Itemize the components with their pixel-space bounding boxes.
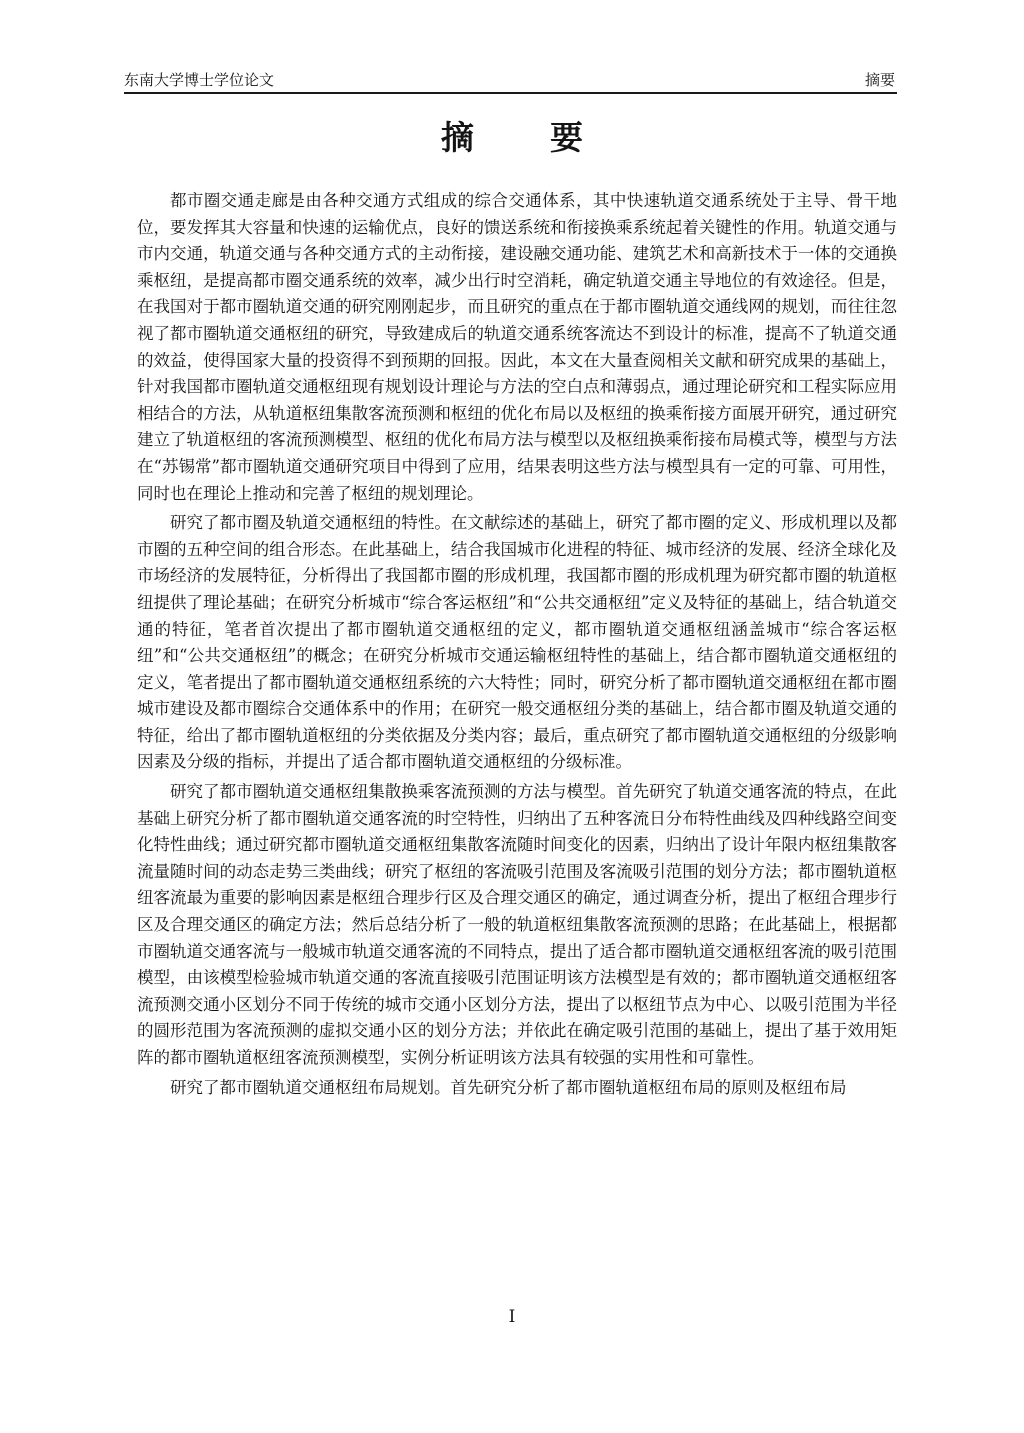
paragraph-1: 都市圈交通走廊是由各种交通方式组成的综合交通体系，其中快速轨道交通系统处于主导、骨干地位，要发挥其大容量和快速的运输优点，良好的馈送系统和衔接换乘系统起着关键性的作用。轨道交通与市内交通，轨道交通与各种交通方式的主动衔接，建设融交通功能、建筑艺术和高新技术于一体的交通换乘枢纽，是提高都市圈交通系统的效率，减少出行时空消耗，确定轨道交通主导地位的有效途径。但是，在我国对于都市圈轨道交通的研究刚刚起步，而且研究的重点在于都市圈轨道交通线网的规划，而往往忽视了都市圈轨道交通枢纽的研究，导致建成后的轨道交通系统客流达不到设计的标准，提高不了轨道交通的效益，使得国家大量的投资得不到预期的回报。因此，本文在大量查阅相关文献和研究成果的基础上，针对我国都市圈轨道交通枢纽现有规划设计理论与方法的空白点和薄弱点，通过理论研究和工程实际应用相结合的方法，从轨道枢纽集散客流预测和枢纽的优化布局以及枢纽的换乘衔接方面展开研究，通过研究建立了轨道枢纽的客流预测模型、枢纽的优化布局方法与模型以及枢纽换乘衔接布局模式等，模型与方法在“苏锡常”都市圈轨道交通研究项目中得到了应用，结果表明这些方法与模型具有一定的可靠、可用性，同时也在理论上推动和完善了枢纽的规划理论。 — [137, 191, 897, 503]
header-section-name: 摘要 — [864, 71, 895, 89]
page-number: I — [508, 1307, 516, 1327]
page-title: 摘要 — [441, 118, 659, 157]
header-thesis-title: 东南大学博士学位论文 — [124, 71, 275, 89]
paragraph-4: 研究了都市圈轨道交通枢纽布局规划。首先研究分析了都市圈轨道枢纽布局的原则及枢纽布局 — [170, 1077, 847, 1097]
paragraph-2: 研究了都市圈及轨道交通枢纽的特性。在文献综述的基础上，研究了都市圈的定义、形成机理以及都市圈的五种空间的组合形态。在此基础上，结合我国城市化进程的特征、城市经济的发展、经济全球化及市场经济的发展特征，分析得出了我国都市圈的形成机理，我国都市圈的形成机理为研究都市圈的轨道枢纽提供了理论基础；在研究分析城市“综合客运枢纽”和“公共交通枢纽”定义及特征的基础上，结合轨道交通的特征，笔者首次提出了都市圈轨道交通枢纽的定义，都市圈轨道交通枢纽涵盖城市“综合客运枢纽”和“公共交通枢纽”的概念；在研究分析城市交通运输枢纽特性的基础上，结合都市圈轨道交通枢纽的定义，笔者提出了都市圈轨道交通枢纽系统的六大特性；同时，研究分析了都市圈轨道交通枢纽在都市圈城市建设及都市圈综合交通体系中的作用；在研究一般交通枢纽分类的基础上，结合都市圈及轨道交通的特征，给出了都市圈轨道枢纽的分类依据及分类内容；最后，重点研究了都市圈轨道交通枢纽的分级影响因素及分级的指标，并提出了适合都市圈轨道交通枢纽的分级标准。 — [137, 513, 897, 772]
abstract-body — [137, 188, 897, 1104]
paragraph-3: 研究了都市圈轨道交通枢纽集散换乘客流预测的方法与模型。首先研究了轨道交通客流的特点，在此基础上研究分析了都市圈轨道交通客流的时空特性，归纳出了五种客流日分布特性曲线及四种线路空间变化特性曲线；通过研究都市圈轨道交通枢纽集散客流随时间变化的因素，归纳出了设计年限内枢纽集散客流量随时间的动态走势三类曲线；研究了枢纽的客流吸引范围及客流吸引范围的划分方法；都市圈轨道枢纽客流最为重要的影响因素是枢纽合理步行区及合理交通区的确定，通过调查分析，提出了枢纽合理步行区及合理交通区的确定方法；然后总结分析了一般的轨道枢纽集散客流预测的思路；在此基础上，根据都市圈轨道交通客流与一般城市轨道交通客流的不同特点，提出了适合都市圈轨道交通枢纽客流的吸引范围模型，由该模型检验城市轨道交通的客流直接吸引范围证明该方法模型是有效的；都市圈轨道交通枢纽客流预测交通小区划分不同于传统的城市交通小区划分方法，提出了以枢纽节点为中心、以吸引范围为半径的圆形范围为客流预测的虚拟交通小区的划分方法；并依此在确定吸引范围的基础上，提出了基于效用矩阵的都市圈轨道枢纽客流预测模型，实例分析证明该方法具有较强的实用性和可靠性。 — [137, 782, 897, 1067]
running-header — [124, 70, 897, 94]
